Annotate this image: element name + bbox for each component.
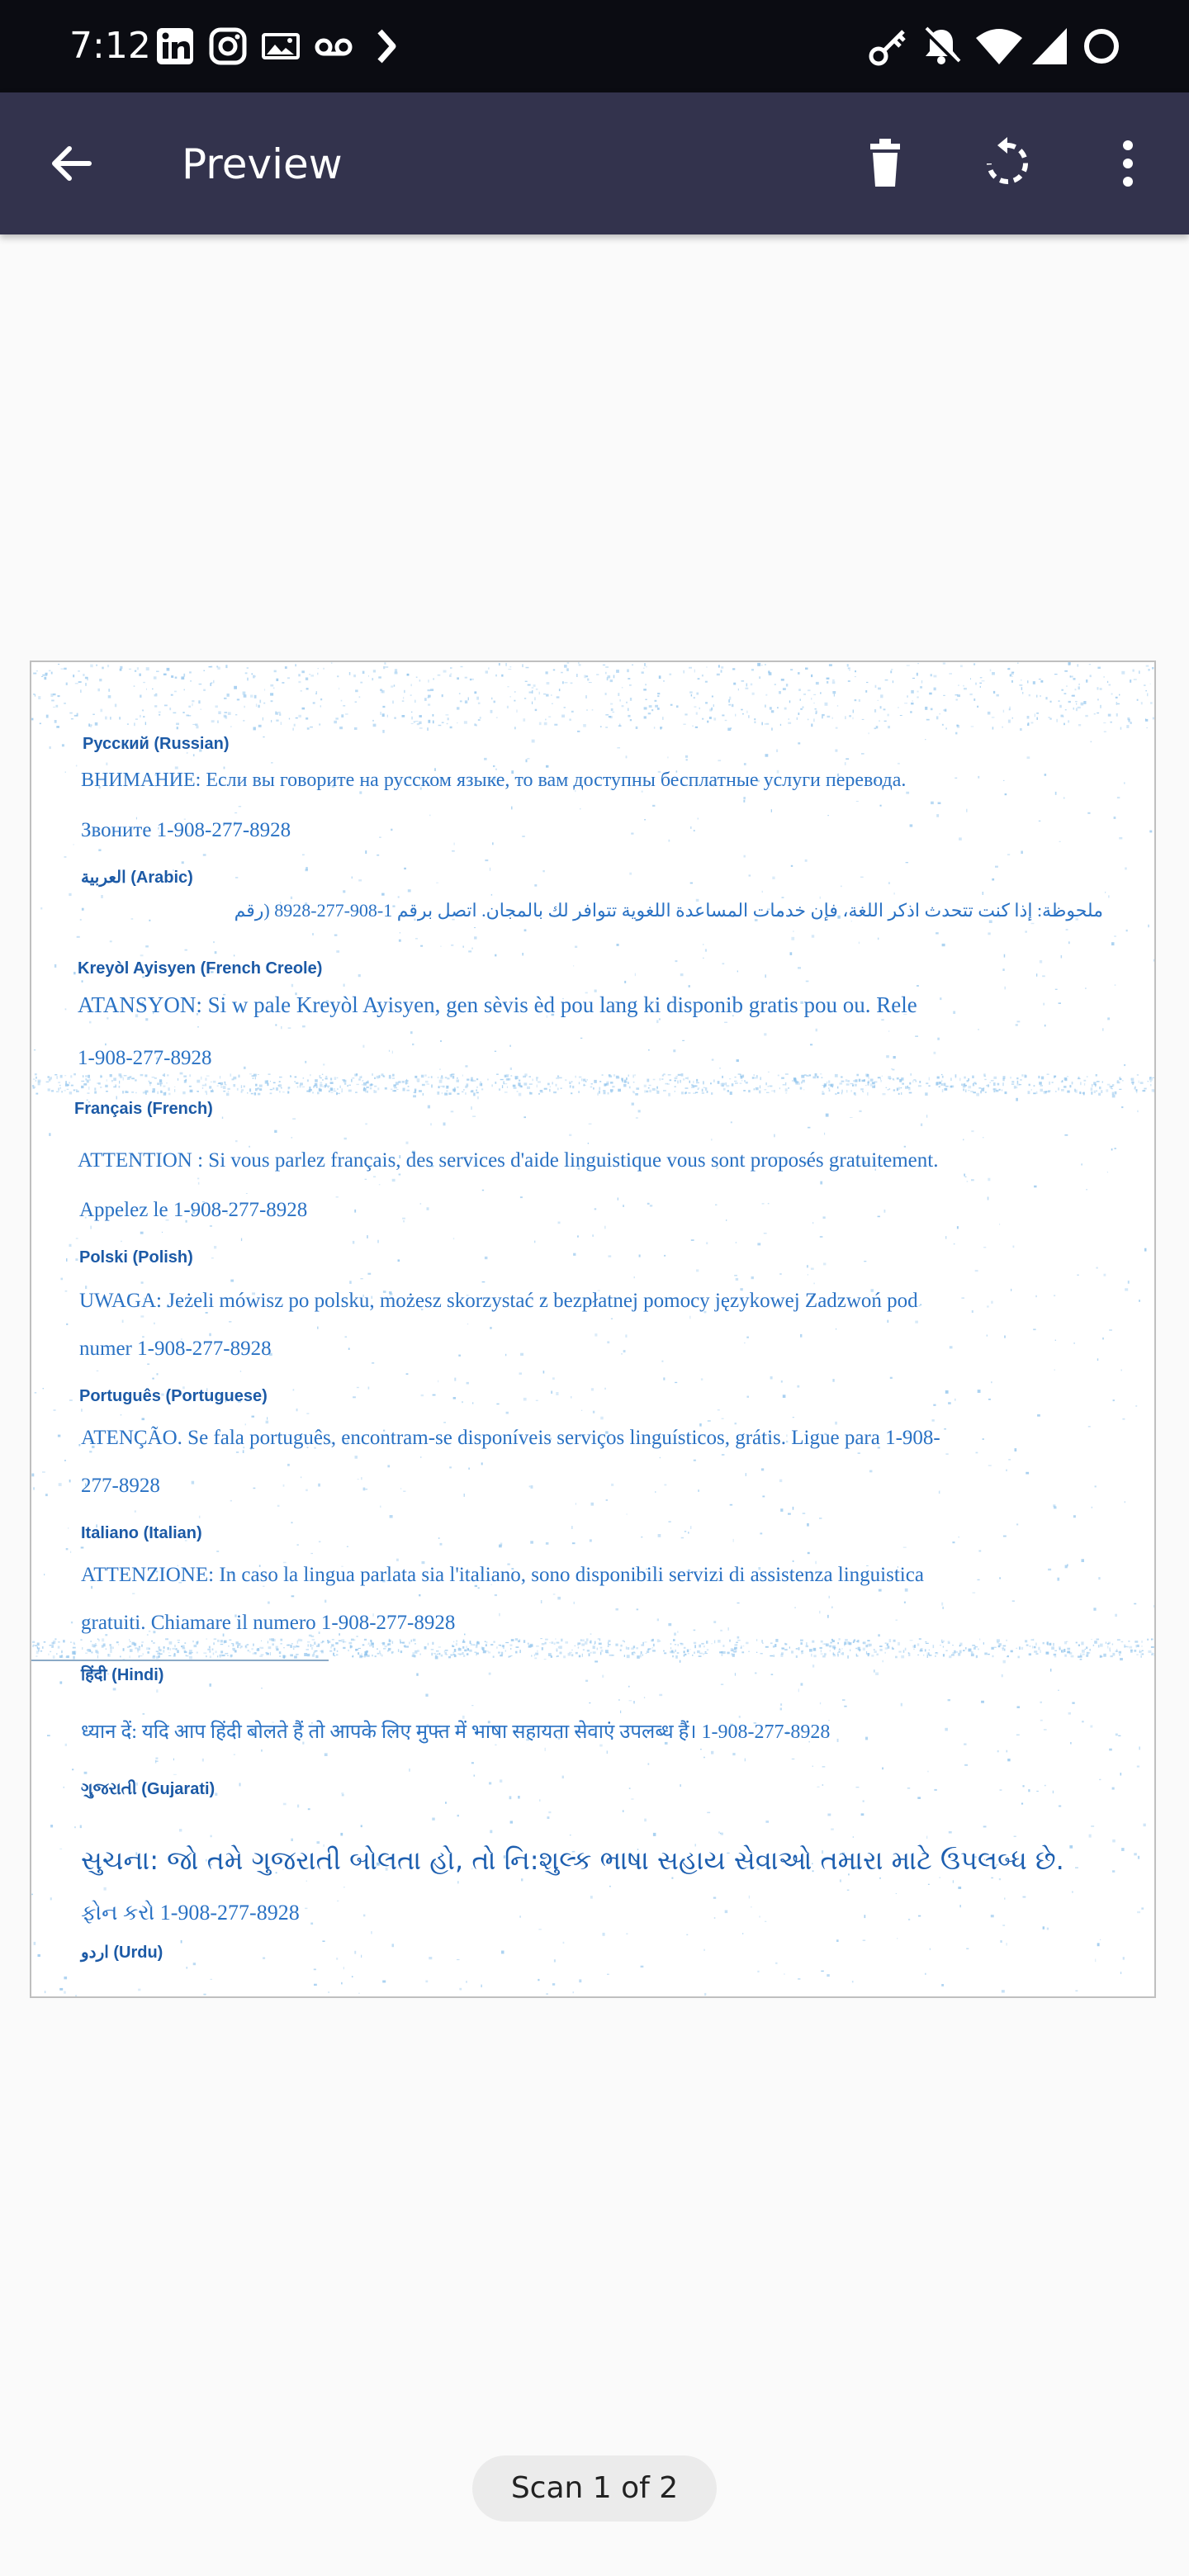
- battery-ring-icon: [1080, 25, 1123, 68]
- back-button[interactable]: [38, 130, 104, 197]
- scan-text-arabic: ملحوظة: إذا كنت تتحدث اذكر اللغة، فإن خدمات المساعدة اللغوية تتوافر لك بالمجان. اتصل برقم 1-908-277-8928 (رقم: [234, 900, 1103, 921]
- scan-text-gujarati: સુચના: જો તમે ગુજરાતી બોલતા હો, તો નિ:શુલ્ક ભાષા સહાય સેવાઓ તમારા માટે ઉપલબ્ધ છે.: [81, 1844, 1064, 1876]
- scan-page-indicator: Scan 1 of 2: [472, 2455, 717, 2522]
- scan-text-french: ATTENTION : Si vous parlez français, des services d'aide linguistique vous sont proposés gratuitement.: [78, 1149, 939, 1172]
- vpn-key-icon: [867, 25, 910, 68]
- image-notification-icon: [259, 25, 302, 68]
- status-bar: [0, 0, 1189, 92]
- wifi-icon: [974, 25, 1024, 68]
- scan-text-russian-phone: Звоните 1-908-277-8928: [81, 819, 291, 841]
- scan-text-portuguese: ATENÇÃO. Se fala português, encontram-se disponíveis serviços linguísticos, grátis. Ligue para 1-908-: [81, 1427, 940, 1449]
- status-time: 7:12: [69, 25, 151, 67]
- linkedin-icon: [154, 25, 197, 68]
- scan-text-french-phone: Appelez le 1-908-277-8928: [79, 1199, 308, 1221]
- scan-heading-hindi: हिंदी (Hindi): [81, 1666, 164, 1684]
- chevron-right-icon: [367, 25, 410, 68]
- delete-button[interactable]: [852, 130, 918, 197]
- scan-heading-gujarati: ગુજરાતી (Gujarati): [81, 1780, 216, 1798]
- scan-text-hindi: ध्यान दें: यदि आप हिंदी बोलते हैं तो आपके लिए मुफ्त में भाषा सहायता सेवाएं उपलब्ध हैं। 1-908-277-8928: [81, 1721, 831, 1743]
- scan-heading-polish: Polski (Polish): [79, 1248, 193, 1267]
- app-bar: [0, 92, 1189, 234]
- scan-text-gujarati-phone: ફોન કરો 1-908-277-8928: [81, 1901, 300, 1925]
- scan-preview-image[interactable]: [30, 661, 1156, 1998]
- scan-text-polish-phone: numer 1-908-277-8928: [79, 1338, 272, 1360]
- bell-off-icon: [920, 25, 963, 68]
- scan-text-russian: ВНИМАНИЕ: Если вы говорите на русском языке, то вам доступны бесплатные услуги перевода.: [81, 769, 907, 791]
- instagram-icon: [206, 25, 249, 68]
- scan-text-creole: ATANSYON: Si w pale Kreyòl Ayisyen, gen sèvis èd pou lang ki disponib gratis pou ou. Rele: [78, 992, 917, 1017]
- scan-text-creole-phone: 1-908-277-8928: [78, 1047, 212, 1069]
- scan-text-portuguese-phone: 277-8928: [81, 1475, 160, 1497]
- scan-text-italian-phone: gratuiti. Chiamare il numero 1-908-277-8928: [81, 1612, 456, 1634]
- scan-text-italian: ATTENZIONE: In caso la lingua parlata sia l'italiano, sono disponibili servizi di assistenza linguistica: [81, 1564, 924, 1586]
- page-title: Preview: [182, 140, 343, 188]
- more-options-button[interactable]: [1095, 130, 1161, 197]
- scan-heading-russian: Русский (Russian): [83, 735, 230, 753]
- scan-heading-portuguese: Português (Portuguese): [79, 1387, 268, 1405]
- scan-heading-urdu: اردو (Urdu): [81, 1944, 163, 1962]
- rotate-button[interactable]: [974, 130, 1040, 197]
- scan-text-polish: UWAGA: Jeżeli mówisz po polsku, możesz skorzystać z bezpłatnej pomocy językowej Zadzwoń pod: [79, 1290, 918, 1312]
- scan-heading-arabic: العربية (Arabic): [81, 869, 193, 887]
- scan-heading-creole: Kreyòl Ayisyen (French Creole): [78, 959, 323, 978]
- voicemail-icon: [312, 25, 355, 68]
- scan-heading-italian: Italiano (Italian): [81, 1524, 202, 1542]
- cellular-signal-icon: [1029, 25, 1072, 68]
- scan-heading-french: Français (French): [74, 1100, 213, 1118]
